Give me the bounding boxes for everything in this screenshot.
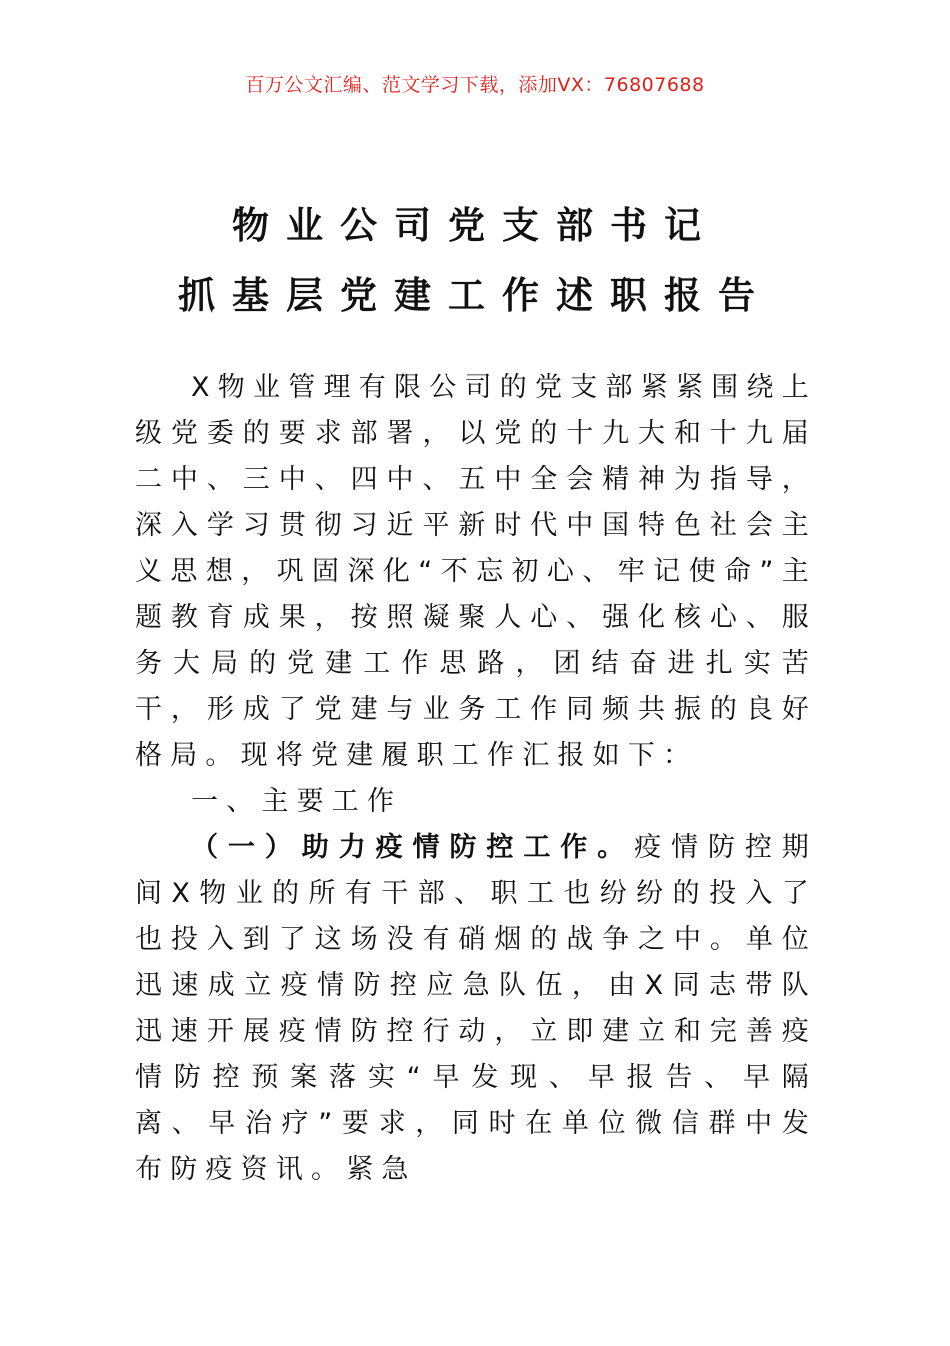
section-heading-main-work: 一、主要工作 bbox=[191, 786, 403, 817]
subsection-paragraph bbox=[135, 825, 817, 1193]
promo-header-note: 百万公文汇编、范文学习下载，添加VX：76807688 bbox=[245, 74, 705, 96]
document-title-line-2: 抓基层党建工作述职报告 bbox=[178, 274, 772, 317]
document-title-line-1: 物业公司党支部书记 bbox=[232, 204, 718, 247]
subsection-lead-title: （一）助力疫情防控工作。 bbox=[191, 832, 635, 863]
intro-paragraph: X物业管理有限公司的党支部紧紧围绕上级党委的要求部署，以党的十九大和十九届二中、三中、四中、五中全会精神为指导，深入学习贯彻习近平新时代中国特色社会主义思想，巩固深化“不忘初心、牢记使命”主题教育成果，按照凝聚人心、强化核心、服务大局的党建工作思路，团结奋进扎实苦干，形成了党建与业务工作同频共振的良好格局。现将党建履职工作汇报如下： bbox=[135, 372, 817, 771]
document-body bbox=[135, 365, 817, 1193]
subsection-body-text: 疫情防控期间X物业的所有干部、职工也纷纷的投入了也投入到了这场没有硝烟的战争之中。单位迅速成立疫情防控应急队伍，由X同志带队迅速开展疫情防控行动，立即建立和完善疫情防控预案落实“早发现、早报告、早隔离、早治疗”要求，同时在单位微信群中发布防疫资讯。紧急 bbox=[135, 832, 818, 1185]
